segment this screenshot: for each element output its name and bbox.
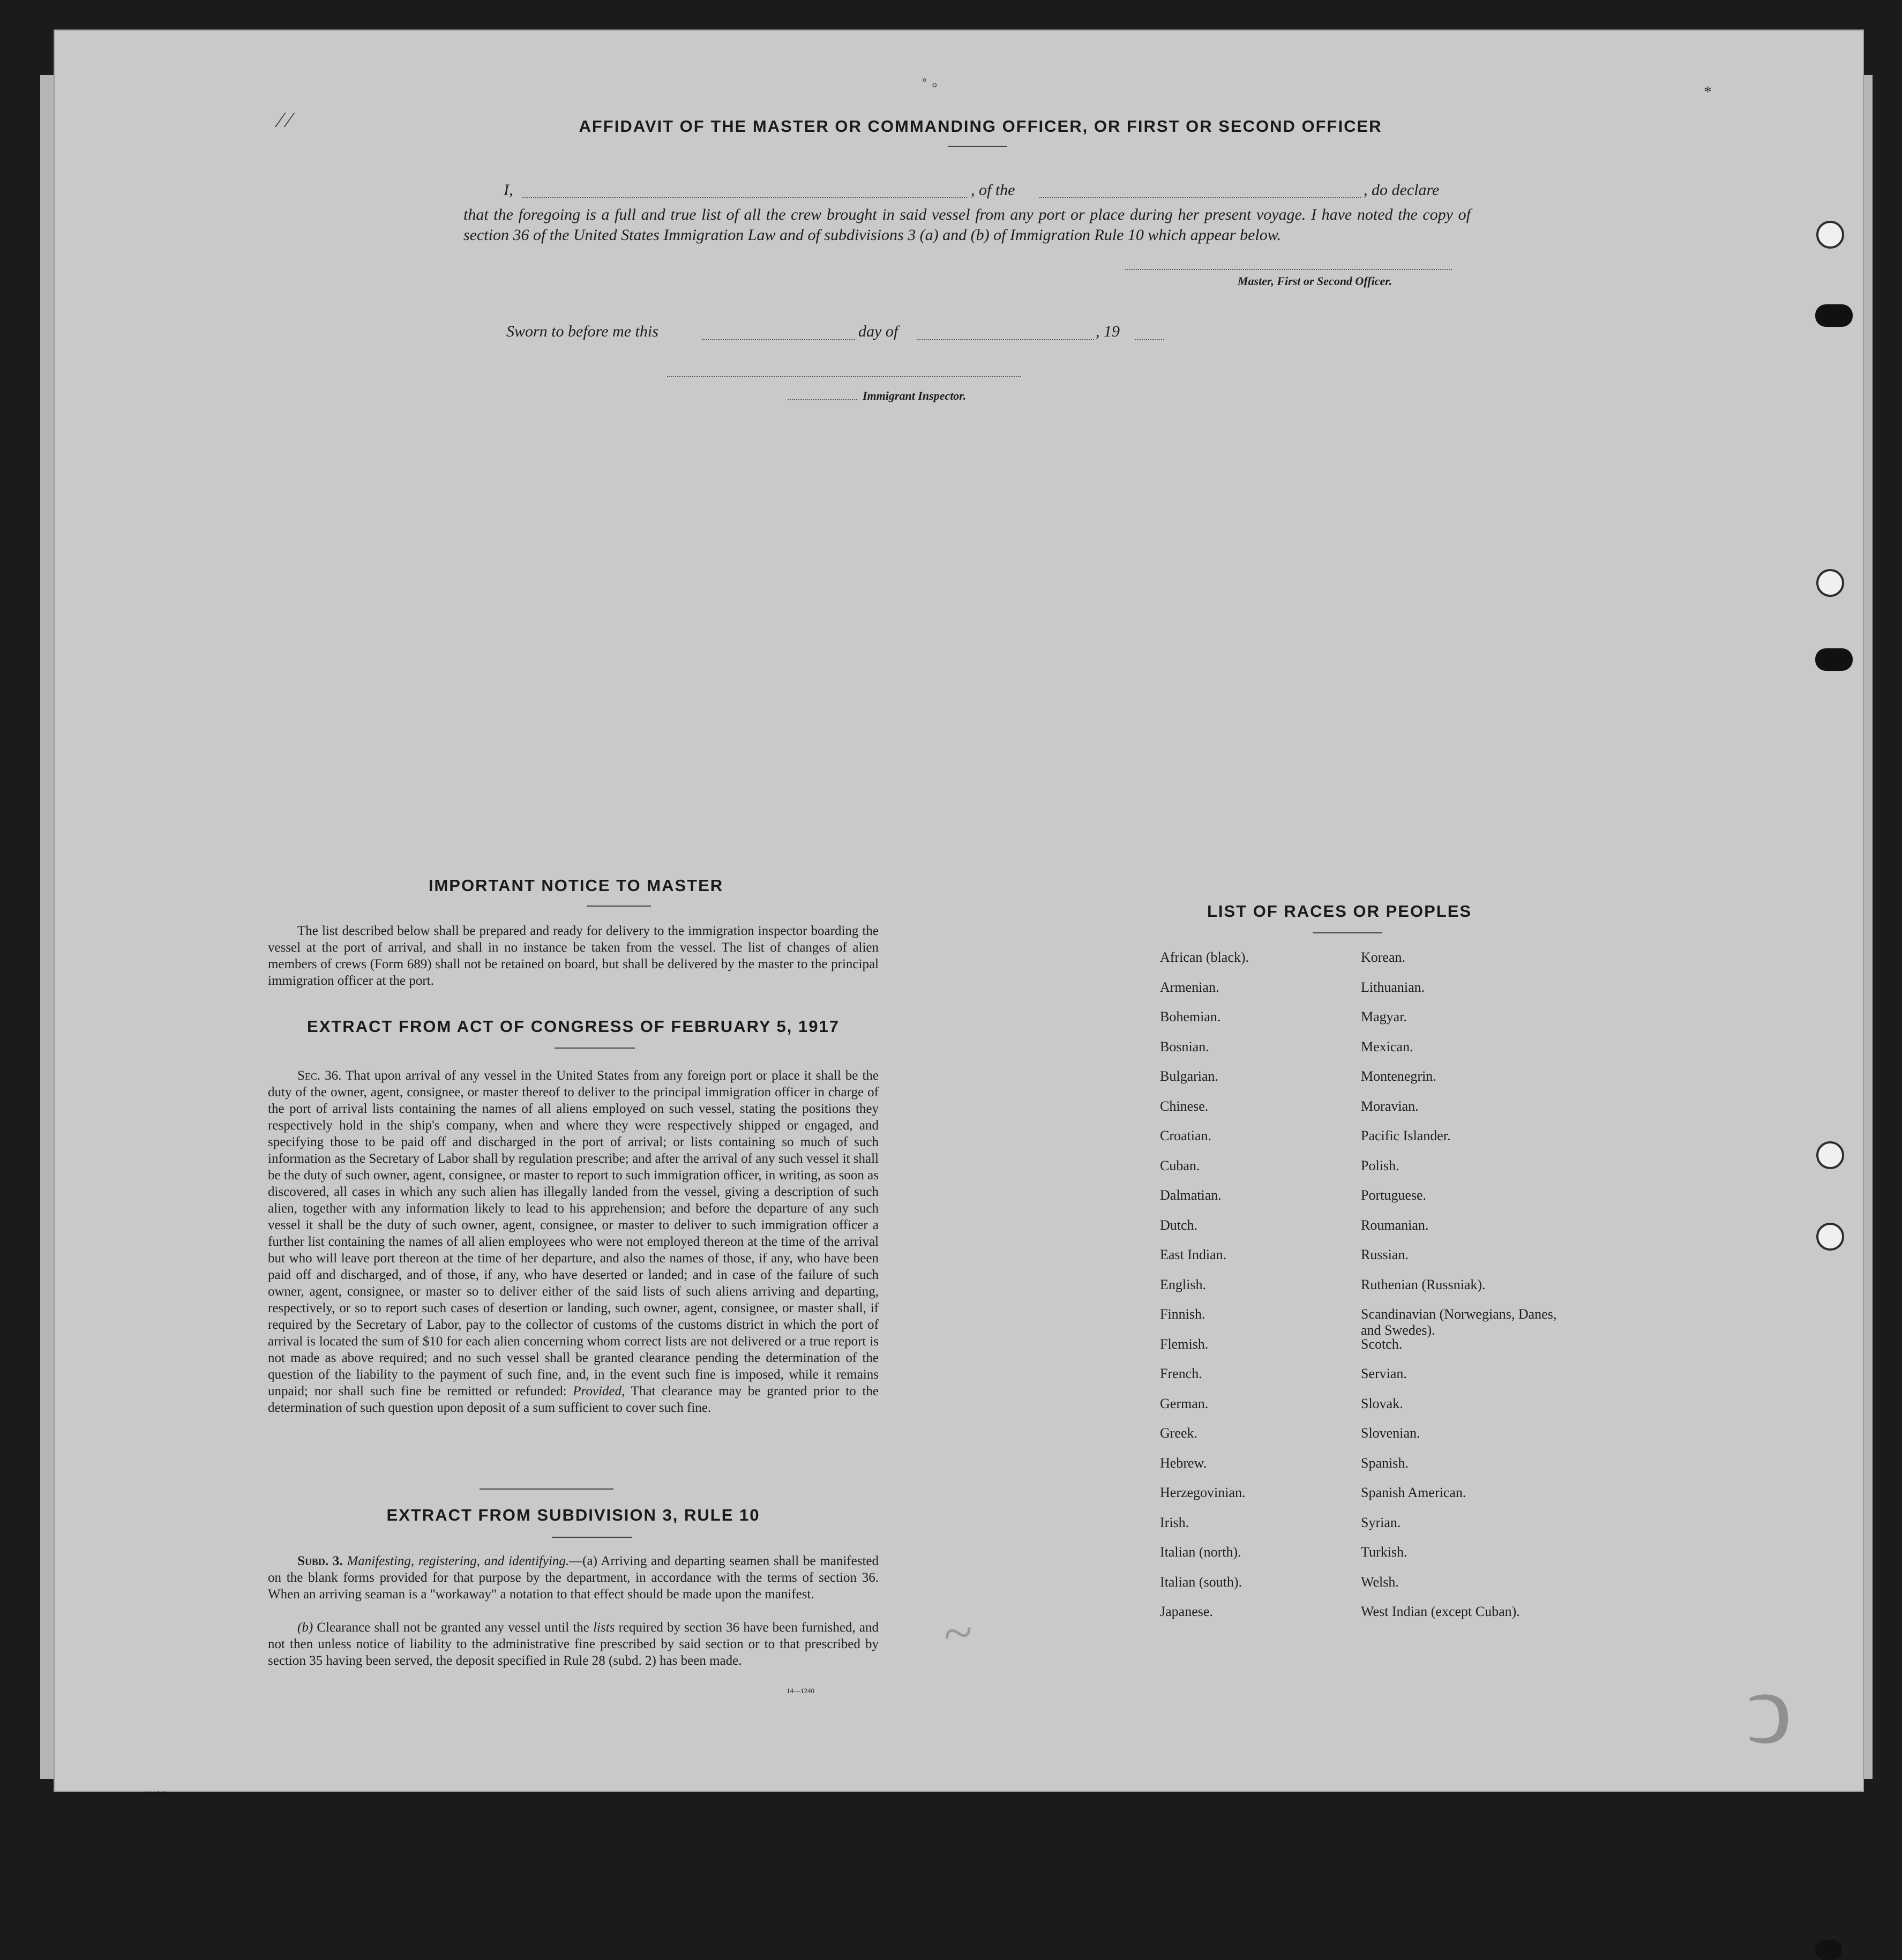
binder-clip-mark	[1815, 304, 1853, 327]
race-item: Croatian.	[1160, 1128, 1212, 1143]
race-item: Hebrew.	[1160, 1455, 1207, 1471]
race-item: Chinese.	[1160, 1098, 1209, 1114]
sec-body: That upon arrival of any vessel in the United States from any foreign port or place it shall be the duty of the owner, agent, consignee, or master thereof to deliver to the principal immigration officer in charge of the port of arrival lists containing the names of all aliens employed on such vessel, stating the positions they respectively hold in the ship's company, when and where they were respectively shipped or engaged, and specifying those to be paid off and discharged in the port of arrival; or lists containing so much of such information as the Secretary of Labor shall by regulation prescribe; and after the arrival of any such vessel it shall be the duty of such owner, agent, consignee, or master to report to such immigration officer, in writing, as soon as discovered, all cases in which any such alien has illegally landed from the vessel, giving a description of such alien, together with any information likely to lead to his apprehension; and before the departure of any such vessel it shall be the duty of such owner, agent, consignee, or master to deliver to such immigration officer a further list containing the names of all alien employees who were not employed thereon at the time of the arrival but who will leave port thereon at the time of her departure, and also the names of those, if any, who have been paid off and discharged, and of those, if any, who have deserted or landed; and in case of the failure of such owner, agent, consignee, or master so to deliver either of the said lists of such aliens arriving and departing, respectively, or so to report such cases of desertion or landing, such owner, agent, consignee, or master shall, if required by the Secretary of Labor, pay to the collector of customs of the customs district in which the port of arrival is located the sum of $10 for each alien concerning whom correct lists are not delivered or a true report is not made as above required; and no such vessel shall be granted clearance pending the determination of the question of the liability to the payment of such fine, and, in the event such fine is imposed, while it remains unpaid; nor shall such fine be remitted or refunded:	[268, 1068, 879, 1398]
race-item: Pacific Islander.	[1361, 1128, 1451, 1143]
inspector-signature-line	[788, 399, 857, 400]
sworn-year-field[interactable]	[1135, 339, 1164, 340]
punch-hole-icon	[1816, 569, 1844, 597]
race-item: Dalmatian.	[1160, 1187, 1222, 1203]
race-item: Greek.	[1160, 1425, 1198, 1441]
race-item: West Indian (except Cuban).	[1361, 1604, 1520, 1619]
race-item: Finnish.	[1160, 1306, 1205, 1322]
bleed-through-text	[1747, 118, 1843, 1725]
extract-rule-title: EXTRACT FROM SUBDIVISION 3, RULE 10	[386, 1506, 760, 1524]
sworn-day-field[interactable]	[702, 339, 855, 340]
race-item: Slovak.	[1361, 1395, 1403, 1411]
pencil-mark: ⁄ ⁄	[279, 108, 291, 132]
title-underline	[948, 146, 1007, 147]
race-item: Roumanian.	[1361, 1217, 1429, 1233]
race-item: Bulgarian.	[1160, 1068, 1219, 1084]
extract-act-underline	[555, 1048, 635, 1049]
race-item: Moravian.	[1361, 1098, 1419, 1114]
subd-b-body-1: Clearance shall not be granted any vessel until the	[317, 1620, 589, 1635]
pencil-mark: *	[1704, 83, 1712, 101]
provided-body: That clearance may be granted prior to the determination of such question upon deposit of a sum sufficient to cover such fine.	[268, 1384, 879, 1415]
races-left-column	[1160, 949, 1353, 1634]
affidavit-title: AFFIDAVIT OF THE MASTER OR COMMANDING OFFICER, OR FIRST OR SECOND OFFICER	[579, 117, 1382, 136]
race-item: Slovenian.	[1361, 1425, 1420, 1441]
affidavit-of-the-label: , of the	[971, 181, 1015, 199]
affidavit-i-label: I,	[504, 181, 513, 199]
signer-label: Master, First or Second Officer.	[1238, 274, 1392, 288]
binder-clip-mark	[1815, 648, 1853, 671]
race-item: Servian.	[1361, 1366, 1407, 1381]
manifest-page	[54, 29, 1864, 1792]
race-item: Irish.	[1160, 1514, 1189, 1530]
sworn-month-field[interactable]	[917, 339, 1094, 340]
faint-pencil-signature: ~	[940, 1602, 975, 1664]
affidavit-body: that the foregoing is a full and true list of all the crew brought in said vessel from any port or place during her present voyage. I have noted the copy of section 36 of the United States Immigration Law and of subdivisions 3 (a) and (b) of Immigration Rule 10 which appear below.	[463, 206, 1471, 244]
officer-name-field[interactable]	[522, 197, 967, 198]
race-item: African (black).	[1160, 949, 1249, 965]
faint-pencil-numeral: ↄ	[1747, 1652, 1792, 1765]
affidavit-declare-label: , do declare	[1364, 181, 1440, 199]
subd-label: Subd. 3.	[297, 1554, 343, 1568]
race-item: Polish.	[1361, 1157, 1399, 1173]
extract-act-body	[268, 1067, 879, 1416]
race-item: Cuban.	[1160, 1157, 1200, 1173]
pencil-mark: ˚ ◦	[922, 75, 938, 94]
punch-hole-icon	[1816, 1223, 1844, 1251]
extract-act-title: EXTRACT FROM ACT OF CONGRESS OF FEBRUARY 5, 1917	[307, 1017, 840, 1036]
race-item: Magyar.	[1361, 1009, 1407, 1024]
subd-b-lists: lists	[593, 1620, 615, 1635]
race-item: Herzegovinian.	[1160, 1485, 1246, 1500]
race-item: German.	[1160, 1395, 1209, 1411]
race-item: East Indian.	[1160, 1247, 1227, 1262]
race-item: Bohemian.	[1160, 1009, 1221, 1024]
punch-hole-icon	[1816, 1141, 1844, 1169]
subd-b-label: (b)	[297, 1620, 313, 1635]
race-item: Bosnian.	[1160, 1038, 1209, 1054]
provided-label: Provided,	[573, 1384, 625, 1398]
race-item: French.	[1160, 1366, 1202, 1381]
race-item: Montenegrin.	[1361, 1068, 1436, 1084]
races-right-column	[1361, 949, 1575, 1634]
bottom-form-number: 14-1240.	[144, 1790, 169, 1798]
inspector-label: Immigrant Inspector.	[863, 389, 967, 402]
notice-underline	[587, 906, 651, 907]
inspector-signature-field[interactable]	[667, 376, 1021, 377]
sec-label: Sec. 36.	[297, 1068, 342, 1083]
rule-subd-a	[268, 1553, 879, 1603]
extract-rule-underline	[552, 1537, 632, 1538]
race-item: Scotch.	[1361, 1336, 1403, 1352]
subd-heading: Manifesting, registering, and identifying.	[347, 1554, 570, 1568]
races-underline	[1313, 932, 1382, 933]
race-item: Russian.	[1361, 1247, 1409, 1262]
race-item: Welsh.	[1361, 1574, 1399, 1590]
punch-hole-icon	[1816, 221, 1844, 249]
race-item: Italian (north).	[1160, 1544, 1241, 1560]
race-item: Turkish.	[1361, 1544, 1407, 1560]
rule-subd-b	[268, 1619, 879, 1669]
sworn-prefix: Sworn to before me this	[506, 323, 658, 340]
subd-a-label: —(a)	[569, 1554, 597, 1568]
notice-title: IMPORTANT NOTICE TO MASTER	[428, 876, 724, 895]
race-item: Japanese.	[1160, 1604, 1213, 1619]
race-item: English.	[1160, 1276, 1206, 1292]
sworn-day-label: day of	[858, 323, 898, 340]
race-item: Spanish.	[1361, 1455, 1409, 1471]
race-item: Syrian.	[1361, 1514, 1401, 1530]
sworn-year-label: , 19	[1096, 323, 1120, 340]
race-item: Portuguese.	[1361, 1187, 1427, 1203]
race-item: Armenian.	[1160, 979, 1219, 995]
race-item: Ruthenian (Russniak).	[1361, 1276, 1486, 1292]
form-number: 14—1240	[787, 1687, 814, 1695]
race-item: Korean.	[1361, 949, 1406, 965]
race-item: Italian (south).	[1160, 1574, 1242, 1590]
races-title: LIST OF RACES OR PEOPLES	[1207, 902, 1472, 921]
race-item: Lithuanian.	[1361, 979, 1425, 995]
rule-divider	[480, 1488, 613, 1490]
vessel-name-field[interactable]	[1039, 197, 1361, 198]
notice-body: The list described below shall be prepared and ready for delivery to the immigration inspector boarding the vessel at the port of arrival, and shall in no instance be taken from the vessel. The list of changes of alien members of crews (Form 689) shall not be retained on board, but shall be delivered by the master to the principal immigration officer at the port.	[268, 924, 879, 988]
signature-field[interactable]	[1125, 269, 1452, 270]
race-item: Dutch.	[1160, 1217, 1198, 1233]
subd-b-body-2: required by section 36 have been furnished, and not then unless notice of liability to the administrative fine prescribed by said section or to that prescribed by section 35 having been served, the deposit specified in Rule 28 (subd. 2) has been made.	[268, 1620, 879, 1668]
race-item: Scandinavian (Norwegians, Danes, and Swedes).	[1361, 1306, 1557, 1338]
race-item: Flemish.	[1160, 1336, 1209, 1352]
race-item: Spanish American.	[1361, 1485, 1466, 1500]
binder-clip-mark	[1815, 1940, 1842, 1960]
race-item: Mexican.	[1361, 1038, 1413, 1054]
subd-a-body: Arriving and departing seamen shall be manifested on the blank forms provided for that purpose by the department, in accordance with the terms of section 36. When an arriving seaman is a "workaway" a notation to that effect should be made upon the manifest.	[268, 1554, 879, 1602]
